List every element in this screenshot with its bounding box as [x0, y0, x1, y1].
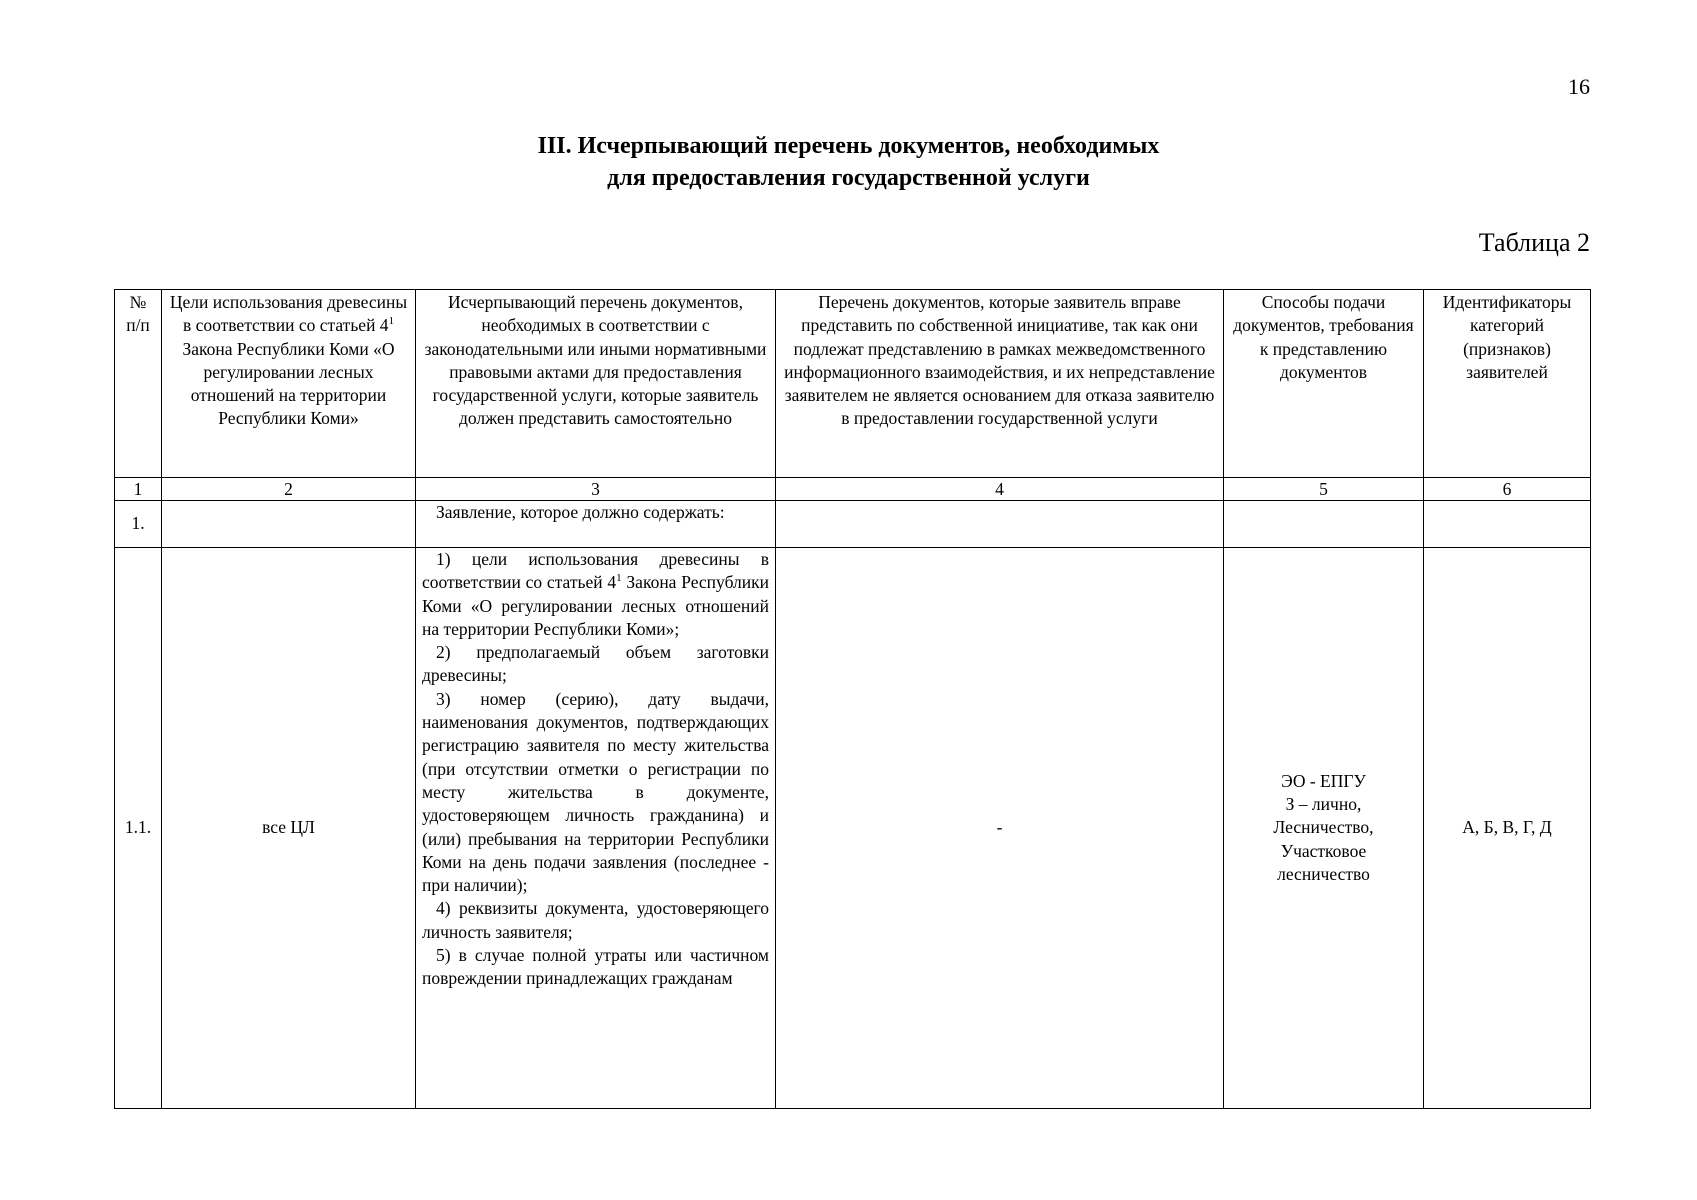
row-number-cell: 1.1.: [115, 548, 162, 1109]
section-title-line-1: III. Исчерпывающий перечень документов, необходимых: [537, 133, 1160, 159]
header-cell-purposes: [162, 290, 416, 478]
empty-cell: [1224, 501, 1424, 548]
header-cell-applicant-identifiers: Идентификаторы категорий (признаков) заявителей: [1424, 290, 1591, 478]
page-number: 16: [1568, 74, 1590, 99]
header-cell-optional-documents: Перечень документов, которые заявитель вправе представить по собственной инициативе, так как они подлежат представлению в рамках межведомственного информационного взаимодействия, и их непредставление заявителем не является основанием для отказа заявителю в предоставлении государственной услуги: [776, 290, 1224, 478]
submission-method-line: лесничество: [1277, 863, 1370, 884]
submission-method-line: З – лично,: [1285, 794, 1362, 815]
list-item-text-2: Закона Республики Коми «О регулировании лесных отношений на территории Республики Коми»;: [422, 572, 770, 639]
table-row: [115, 501, 1591, 548]
header-row: [115, 290, 1591, 478]
section-title-line-2: для предоставления государственной услуги: [607, 165, 1090, 191]
submission-method-line: Лесничество,: [1273, 817, 1374, 838]
submission-methods-cell: [1224, 548, 1424, 1109]
empty-cell: [162, 501, 416, 548]
empty-cell: [1424, 501, 1591, 548]
submission-method-line: ЭО - ЕПГУ: [1281, 770, 1366, 791]
header-purposes-text-2: Закона Республики Коми «О регулировании лесных отношений на территории Республики Коми»: [182, 338, 395, 429]
header-cell-number: № п/п: [115, 290, 162, 478]
purposes-cell: все ЦЛ: [162, 548, 416, 1109]
list-item: 4) реквизиты документа, удостоверяющего личность заявителя;: [422, 898, 769, 942]
section-title: [300, 130, 1397, 194]
list-item: [422, 548, 769, 641]
header-cell-required-documents: Исчерпывающий перечень документов, необходимых в соответствии с законодательными или иными нормативными правовыми актами для предоставления государственной услуги, которые заявитель должен представить самостоятельно: [416, 290, 776, 478]
list-item-text-1: 1) цели использования древесины в соответствии со статьей 4: [422, 549, 769, 593]
list-item: 2) предполагаемый объем заготовки древесины;: [422, 642, 769, 686]
list-item: 5) в случае полной утраты или частичном повреждении принадлежащих гражданам: [422, 945, 769, 989]
list-item-superscript: 1: [616, 572, 622, 585]
documents-table: [114, 289, 1591, 1109]
column-number-cell: 4: [776, 478, 1224, 501]
empty-cell: [776, 501, 1224, 548]
required-documents-cell: [416, 501, 776, 548]
column-number-cell: 6: [1424, 478, 1591, 501]
applicant-identifiers-cell: А, Б, В, Г, Д: [1424, 548, 1591, 1109]
header-purposes-text-1: Цели использования древесины в соответствии со статьей 4: [169, 292, 408, 336]
row-number-cell: 1.: [115, 501, 162, 548]
column-number-cell: 2: [162, 478, 416, 501]
submission-method-line: Участковое: [1280, 840, 1367, 861]
header-purposes-superscript: 1: [388, 315, 395, 328]
column-number-cell: 5: [1224, 478, 1424, 501]
column-number-row: [115, 478, 1591, 501]
application-intro-text: Заявление, которое должно содержать:: [436, 502, 725, 522]
list-item: 3) номер (серию), дату выдачи, наименования документов, подтверждающих регистрацию заявителя по месту жительства (при отсутствии отметки о регистрации по месту жительства в документе, удостоверяющем личность гражданина) и (или) пребывания на территории Республики Коми на день подачи заявления (последнее - при наличии);: [422, 688, 769, 896]
required-documents-cell: [416, 548, 776, 1109]
table-row: [115, 548, 1591, 1109]
column-number-cell: 3: [416, 478, 776, 501]
table-label: Таблица 2: [1478, 228, 1590, 257]
column-number-cell: 1: [115, 478, 162, 501]
header-cell-submission-methods: Способы подачи документов, требования к представлению документов: [1224, 290, 1424, 478]
optional-documents-cell: -: [776, 548, 1224, 1109]
